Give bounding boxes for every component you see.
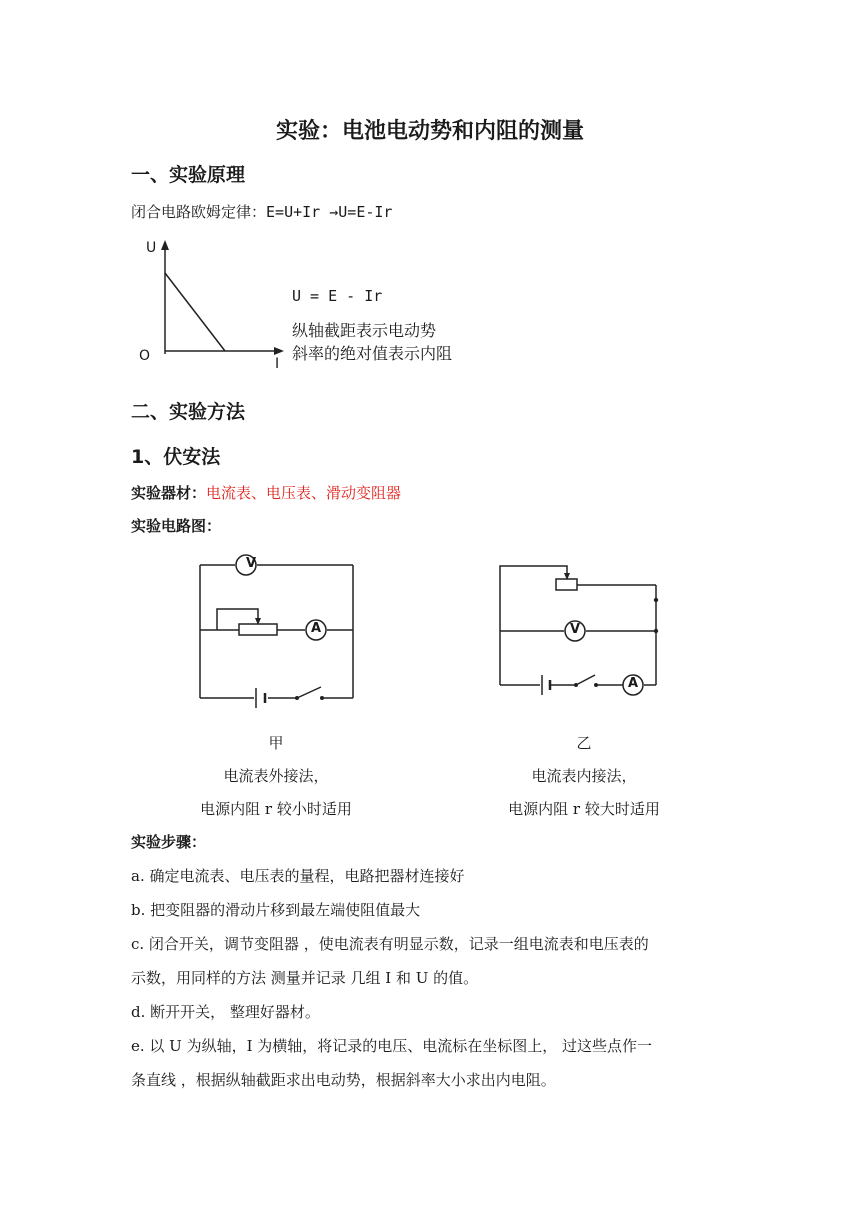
- circuit-diagram-a: [195, 550, 360, 710]
- step-line: c. 闭合开关，调节变阻器 ，使电流表有明显示数，记录一组电流表和电压表的: [131, 935, 649, 953]
- graph-formula: U = E - Ir: [292, 287, 383, 305]
- y-axis-arrow: [161, 240, 169, 250]
- circuit-a-name: 甲: [268, 734, 284, 752]
- ohm-law-label: 闭合电路欧姆定律：: [131, 203, 267, 221]
- section-heading-principle: 一、实验原理: [131, 164, 246, 186]
- step-line: e. 以 U 为纵轴，I 为横轴，将记录的电压、电流标在坐标图上， 过这些点作一: [131, 1037, 653, 1055]
- equipment-label: 实验器材：: [131, 484, 207, 502]
- graph-note-slope: 斜率的绝对值表示内阻: [292, 344, 453, 363]
- steps-label: 实验步骤：: [131, 833, 207, 851]
- ammeter-a-label: A: [310, 621, 322, 636]
- ammeter-b-label: A: [627, 676, 639, 691]
- ohm-law-line: [131, 201, 392, 223]
- graph-y-label: U: [146, 240, 157, 256]
- section-heading-method: 二、实验方法: [131, 401, 246, 423]
- voltmeter-b-label: V: [569, 622, 581, 637]
- voltmeter-a-label: V: [245, 556, 257, 571]
- step-line: a. 确定电流表、电压表的量程，电路把器材连接好: [131, 867, 465, 885]
- graph-note-intercept: 纵轴截距表示电动势: [292, 321, 437, 340]
- graph-x-label: I: [275, 356, 280, 372]
- graph-origin-label: O: [139, 348, 151, 364]
- rheostat-b: [556, 579, 577, 590]
- circuit-a-desc2: 电源内阻 r 较小时适用: [200, 800, 352, 818]
- step-line: d. 断开开关， 整理好器材。: [131, 1003, 320, 1021]
- circuit-a-desc1: 电流表外接法，: [223, 767, 329, 785]
- step-line: 条直线 ，根据纵轴截距求出电动势，根据斜率大小求出内电阻。: [131, 1071, 556, 1089]
- equipment-line: [131, 482, 401, 504]
- x-axis-arrow: [274, 347, 284, 355]
- u-i-line: [165, 273, 225, 351]
- step-line: b. 把变阻器的滑动片移到最左端使阻值最大: [131, 901, 421, 919]
- circuit-b-name: 乙: [576, 734, 592, 752]
- step-line: 示数，用同样的方法 测量并记录 几组 I 和 U 的值。: [131, 969, 479, 987]
- circuit-b-desc2: 电源内阻 r 较大时适用: [508, 800, 660, 818]
- circuit-b-desc1: 电流表内接法，: [531, 767, 637, 785]
- equipment-value: 电流表、电压表、滑动变阻器: [206, 484, 402, 502]
- subsection-heading-voltammetry: 1、伏安法: [131, 446, 221, 468]
- ohm-law-formula: E=U+Ir →U=E-Ir: [266, 203, 393, 221]
- page-title: 实验：电池电动势和内阻的测量: [275, 119, 584, 144]
- rheostat-a: [239, 624, 277, 635]
- circuit-label: 实验电路图：: [131, 517, 222, 535]
